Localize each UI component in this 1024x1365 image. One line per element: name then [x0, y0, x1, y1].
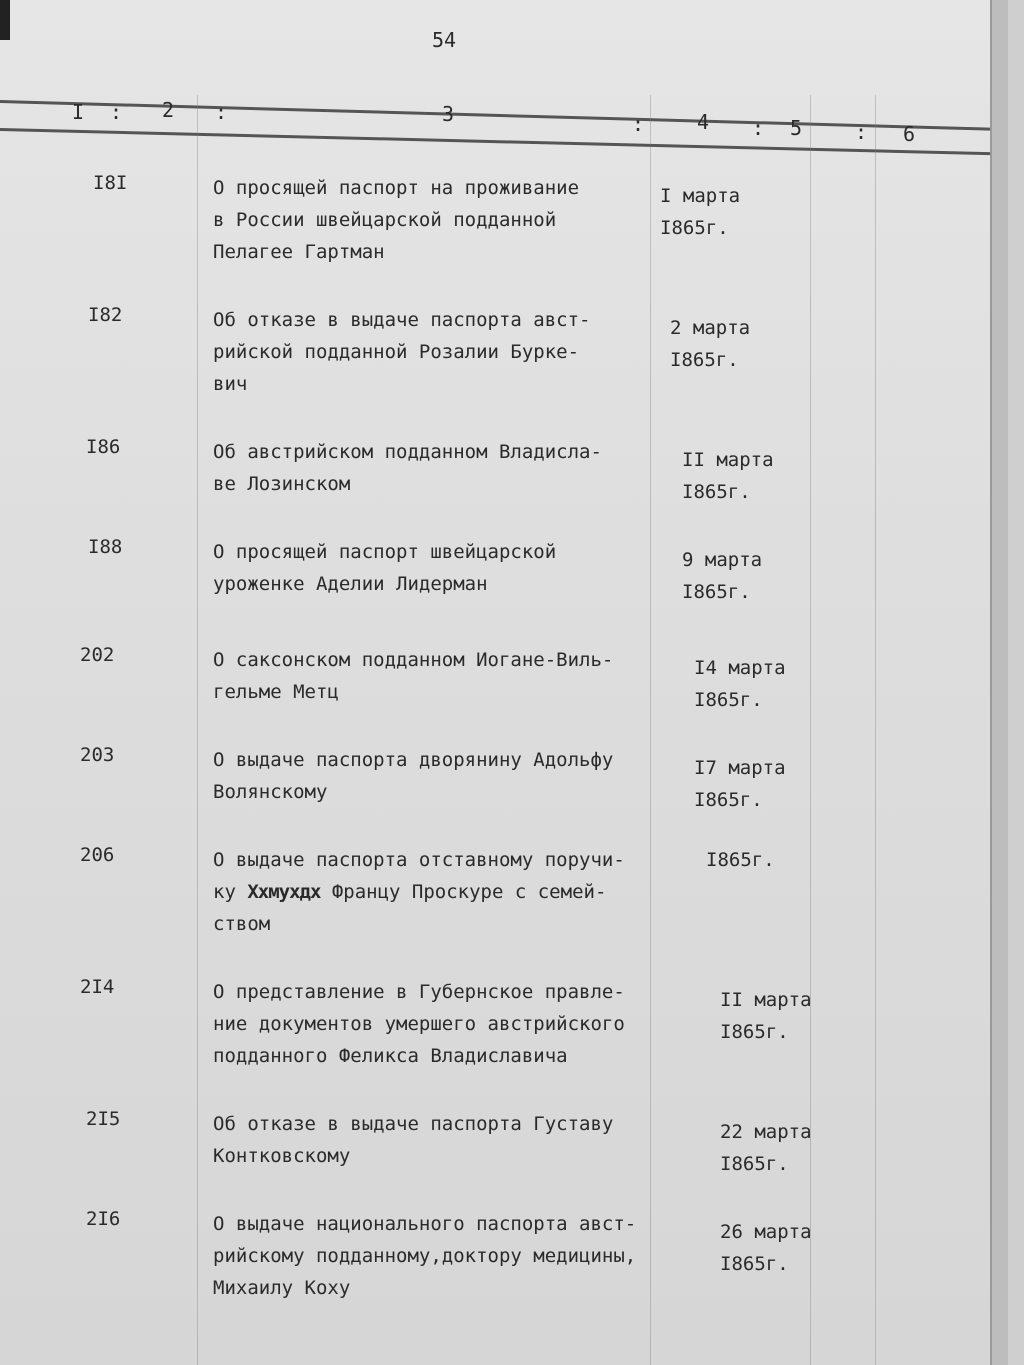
entry-description-line: ством: [213, 913, 271, 935]
entry-description-line: Волянскому: [213, 781, 328, 803]
entry-date-line: I865г.: [660, 217, 729, 239]
column-header-1: I: [72, 100, 85, 124]
column-divider: [197, 95, 198, 1365]
entry-number: 2I6: [86, 1208, 121, 1230]
entry-description-line: ние документов умершего австрийского: [213, 1013, 625, 1035]
entry-number: I8I: [93, 172, 128, 194]
column-divider: [810, 95, 811, 1365]
entry-description-line: Пелагее Гартман: [213, 241, 385, 263]
entry-date-line: I865г.: [670, 349, 739, 371]
entry-description-line: О представление в Губернское правле-: [213, 981, 625, 1003]
entry-description-line: рийской подданной Розалии Бурке-: [213, 341, 580, 363]
entry-description-line: уроженке Аделии Лидерман: [213, 573, 488, 595]
entry-description-line: О выдаче национального паспорта авст-: [213, 1213, 637, 1235]
entry-date-line: I865г.: [720, 1153, 789, 1175]
header-rule-top: [0, 100, 1000, 131]
entry-number: 2I4: [80, 976, 115, 998]
entry-date-line: 9 марта: [682, 549, 763, 571]
entry-description-line: Об австрийском подданном Владисла-: [213, 441, 602, 463]
struck-out-word: Ххмухдх: [247, 881, 321, 903]
column-header-3: 3: [442, 102, 455, 126]
entry-description-line: О выдаче паспорта отставному поручи-: [213, 849, 625, 871]
entry-date-line: I4 марта: [694, 657, 786, 679]
entry-date-line: I865г.: [694, 689, 763, 711]
column-header-5: 5: [790, 116, 803, 140]
entry-description-line: в России швейцарской подданной: [213, 209, 557, 231]
header-separator: :: [215, 100, 228, 124]
entry-description-line: рийскому подданному,доктору медицины,: [213, 1245, 637, 1267]
column-header-2: 2: [162, 98, 175, 122]
header-separator: :: [632, 112, 645, 136]
entry-description-line: Контковскому: [213, 1145, 351, 1167]
entry-number: I86: [86, 436, 121, 458]
entry-date-line: 22 марта: [720, 1121, 812, 1143]
entry-date-line: I марта: [660, 185, 741, 207]
header-separator: :: [855, 120, 868, 144]
entry-description-line: О саксонском подданном Иогане-Виль-: [213, 649, 614, 671]
entry-date-line: 2 марта: [670, 317, 751, 339]
column-header-6: 6: [903, 122, 916, 146]
column-divider: [650, 95, 651, 1365]
entry-date-line: I865г.: [682, 581, 751, 603]
entry-number: 203: [80, 744, 115, 766]
entry-description-line: Об отказе в выдаче паспорта авст-: [213, 309, 591, 331]
column-divider: [875, 95, 876, 1365]
page-number: 54: [432, 28, 457, 52]
column-header-4: 4: [697, 110, 710, 134]
entry-date-line: I865г.: [720, 1021, 789, 1043]
entry-description-line: О просящей паспорт на проживание: [213, 177, 580, 199]
entry-date-line: II марта: [720, 989, 812, 1011]
entry-description-line: Об отказе в выдаче паспорта Густаву: [213, 1113, 614, 1135]
header-separator: :: [110, 100, 123, 124]
entry-number: I82: [88, 304, 123, 326]
entry-description-line: Михаилу Коху: [213, 1277, 351, 1299]
entry-date-line: I865г.: [694, 789, 763, 811]
entry-date-line: 26 марта: [720, 1221, 812, 1243]
header-separator: :: [752, 116, 765, 140]
page-corner-shadow: [0, 0, 10, 40]
entry-date-line: I865г.: [720, 1253, 789, 1275]
entry-date-line: I7 марта: [694, 757, 786, 779]
header-rule-bottom: [0, 128, 1000, 155]
entry-date-line: I865г.: [682, 481, 751, 503]
entry-description-line: ку Ххмухдх Францу Проскуре с семей-: [213, 881, 607, 903]
page-stack-edge: [990, 0, 1008, 1365]
entry-description-line: вич: [213, 373, 248, 395]
entry-number: 2I5: [86, 1108, 121, 1130]
entry-description-line: О выдаче паспорта дворянину Адольфу: [213, 749, 614, 771]
entry-number: 206: [80, 844, 115, 866]
entry-number: I88: [88, 536, 123, 558]
entry-description-line: О просящей паспорт швейцарской: [213, 541, 557, 563]
entry-description-line: ве Лозинском: [213, 473, 351, 495]
entry-date-line: I865г.: [706, 849, 775, 871]
entry-description-line: гельме Метц: [213, 681, 339, 703]
entry-date-line: II марта: [682, 449, 774, 471]
entry-description-line: подданного Феликса Владиславича: [213, 1045, 568, 1067]
entry-number: 202: [80, 644, 115, 666]
